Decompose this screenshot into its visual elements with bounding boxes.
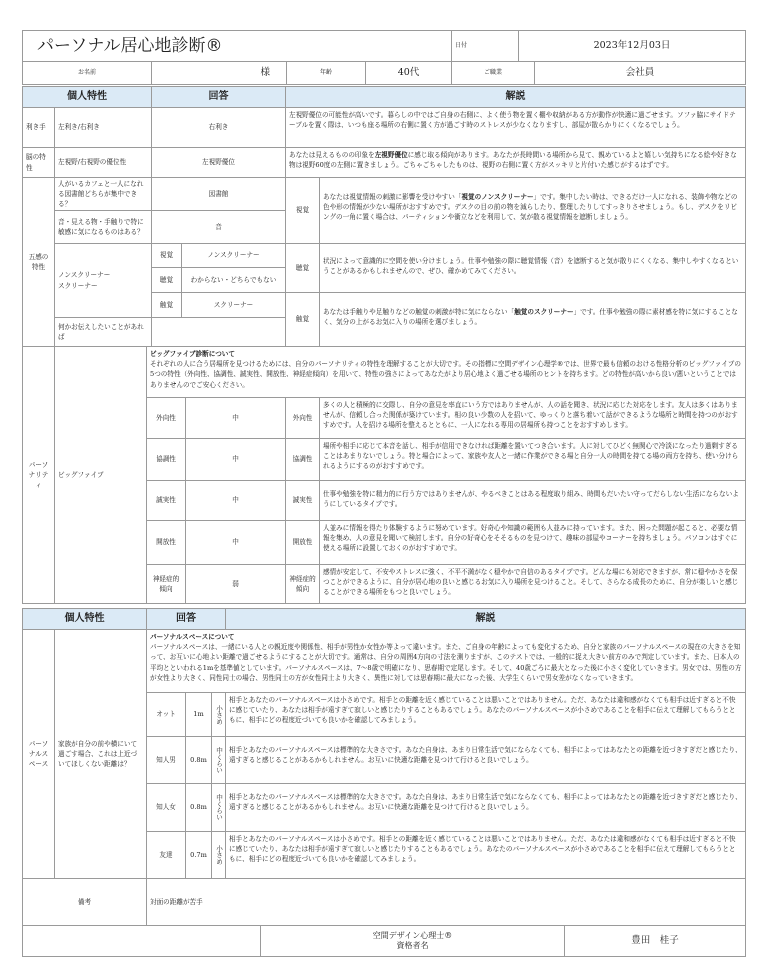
senses-a4 <box>151 317 286 347</box>
cert-line1: 空間デザイン心理士® <box>372 930 453 940</box>
heading-traits: 個人特性 <box>22 86 152 108</box>
ps-explain-3: 相手とあなたのパーソナルスペースは小さめです。相手との距離を近く感じていることは悪いことではありません。ただ、あなたは違和感がなくても相手は近すぎると不快に感じていたり、あなたは相手が遠すぎて寂しいと感じたりすることもあるでしょう。あなたのパーソナルスペースが小さめであることを相手に伝えて理解してもらうとともに、相手にどの程度近づいても良いかを確認してみましょう。 <box>225 831 746 879</box>
ps-size-1: 中くらい <box>211 736 226 784</box>
ps-dist-2: 0.8m <box>185 783 212 832</box>
trait-explain-conscientiousness: 仕事や勉強を特に精力的に行う方ではありませんが、やるべきことはある程度取り組み、時間もだいたい守ってだらしない生活にならないようにしているタイプです。 <box>319 480 746 521</box>
explain-sub-visual: 視覚 <box>285 177 320 244</box>
visual-highlight: 視覚のノンスクリーナー <box>461 193 534 201</box>
ps-who-2: 知人女 <box>146 783 186 832</box>
senses-a2: 音 <box>151 210 286 244</box>
heading-answer-2: 回答 <box>146 608 226 630</box>
ps-dist-1: 0.8m <box>185 736 212 784</box>
job-label: ご職業 <box>451 61 535 85</box>
trait-label-neuroticism: 神経症的傾向 <box>285 564 320 604</box>
footer-blank <box>22 925 261 957</box>
explain-hearing: 状況によって意識的に空間を使い分けましょう。仕事や勉強の際に聴覚情報（音）を遮断すると気が散りにくくなる、集中しやすくなるということがあるかもしれませんので、ぜひ、確かめてみてください。 <box>319 243 746 293</box>
explain-sub-touch: 触覚 <box>285 292 320 347</box>
age-value: 40代 <box>365 61 452 85</box>
personal-space-intro: パーソナルスペースについて パーソナルスペースは、一緒にいる人との親近度や関係性、相手が男性か女性か等よって違います。また、ご自身の年齢によっても変化するため、自分と家族のパーソナルスペースの現在の大きさを知って、お互いに心地よい距離で過ごせるようにすることが大切です。通常は、自分の周囲4方向の寸法を測りますが、このテストでは、一般的に捉え大きい前方のみで判定しています。また、日本人の平均とといわれる1mを基準値としています。パーソナルスペースは、7〜8歳で明確になり、思春期で定尾します。そして、40歳ごろに最大となった後に小さく変化していきます。男女では、男性の方が女性より大きく、同性同士の場合、男性同士の方が女性同士より大きく、異性に対しては思春期に最大になった後、大学生くらいで男女差がなくなっていきます。 <box>146 629 746 693</box>
trait-explain-extraversion: 多くの人と積極的に交際し、自分の意見を率直にいう方ではありませんが、人の話を聞き、状況に応じた対応をします。友人は多くはありませんが、信頼し合った関係が築けています。相の良い少数の人を招いて、ゆっくりと落ち着いて話ができるような場所と時間を持つのがおすすめです。人を招ける場所を整えるとともに、一人になれる専用の居場所も持つことをおすすめします。 <box>319 397 746 439</box>
notes-label: 備考 <box>22 878 147 926</box>
bigfive-intro: ビッグファイブ診断について それぞれの人に合う居場所を見つけるためには、自分のパーソナリティの特性を理解することが大切です。その指標に空間デザイン心理学®では、世界で最も信頼のおける性格分析のビッグファイブの5つの特性（外向性、協調性、誠実性、開放性、神経症傾向）を用いて、特性の強さによってあなたがより居心地よく過ごせる場所のヒントを持ちます。どの特性が高いから良い/悪いということではありませんのでご安心ください。 <box>146 346 746 398</box>
personal-space-label: パーソナルスペース <box>22 629 55 879</box>
personality-question: ビッグファイブ <box>54 346 147 604</box>
trait-value-neuroticism: 弱 <box>185 564 286 604</box>
heading-explain-2: 解説 <box>225 608 746 630</box>
trait-name-conscientiousness: 誠実性 <box>146 480 186 521</box>
touch-highlight: 触覚のスクリーナー <box>514 308 574 316</box>
certification <box>260 925 565 957</box>
handedness-label: 利き手 <box>22 107 55 148</box>
trait-explain-neuroticism: 感情が安定して、不安やストレスに強く、不平不満がなく穏やかで自信のあるタイプです。どんな場にも対応できますが、常に穏やかさを保つことができるように、自分が居心地の良いと感じるお気に入り場所を見つけること。そして、さらなる成長のために、自分が楽しいと感じることができる場所をもつと良いでしょう。 <box>319 564 746 604</box>
trait-value-extraversion: 中 <box>185 397 286 439</box>
brain-highlight: 左視野優位 <box>374 151 408 159</box>
heading-explain: 解説 <box>285 86 746 108</box>
sub-touch: 触覚 <box>151 292 182 318</box>
age-label: 年齢 <box>286 61 366 85</box>
cert-line2: 資格者名 <box>396 941 429 950</box>
heading-traits-2: 個人特性 <box>22 608 147 630</box>
ps-size-0: 小さめ <box>211 692 226 737</box>
ps-explain-2: 相手とあなたのパーソナルスペースは標準的な大きさです。あなた自身は、あまり日常生活で気にならなくても、相手によってはあなたとの距離を近づきすぎだと感じたり、遠すぎると感じることがあるかもしれません。お互いに快適な距離を見つけて行けると良いでしょう。 <box>225 783 746 832</box>
answer-visual: ノンスクリーナー <box>181 243 286 268</box>
trait-explain-openness: 人並みに情報を得たり体験するように努めています。好奇心や知識の範囲も人並みに持っています。また、困った問題が起こると、必要な情報を集め、人の意見を聞いて検討します。自分の好奇心をそそるものを見つけて、趣味の部屋やコーナーを持ちましょう。パソコンはすぐに使える場所に設置しておくのがおすすめです。 <box>319 520 746 565</box>
trait-label-openness: 開放性 <box>285 520 320 565</box>
senses-label: 五感の特性 <box>22 177 55 347</box>
personal-space-intro-title: パーソナルスペースについて <box>150 633 235 641</box>
notes-value: 対面の距離が苦手 <box>146 878 746 926</box>
page-title: パーソナル居心地診断® <box>22 30 452 62</box>
personal-space-question: 家族が自分の前や横にいて過ごす場合、これは上近づいてほしくない距離は？ <box>54 629 147 879</box>
explain-touch: あなたは手触りや足触りなどの触覚の刺激が特に気にならない「触覚のスクリーナー」です。仕事や勉強の際に素材感を特に気にすることなく、気分の上がるお気に入りの場所を選びましょう。 <box>319 292 746 347</box>
personality-label: パーソナリティ <box>22 346 55 604</box>
trait-explain-agreeableness: 場所や相手に応じて本音を話し、相手が信用できなければ距離を置いてつき合います。人に対してひどく無関心で冷淡になったり過剰すぎることはあまりないでしょう。特と場合によって、家族や友人と一緒に作業ができる場と自分一人の時間を持てる場の両方を持ち、使い分けられるようにするのがおすすめです。 <box>319 438 746 481</box>
explain-sub-hearing: 聴覚 <box>285 243 320 293</box>
senses-q2: 音・見える物・手触りで特に敏感に気になるものはある？ <box>54 210 152 244</box>
ps-explain-0: 相手とあなたのパーソナルスペースは小さめです。相手との距離を近く感じていることは悪いことではありません。ただ、あなたは違和感がなくても相手は近すぎると不快に感じていたり、あなたは相手が遠すぎて寂しいと感じたりすることもあるでしょう。あなたのパーソナルスペースが小さめであることを相手に伝えて理解してもらうとともに、相手にどの程度近づいても良いかを確認してみましょう。 <box>225 692 746 737</box>
trait-label-conscientiousness: 誠実性 <box>285 480 320 521</box>
brain-label: 脳の特性 <box>22 147 55 178</box>
ps-explain-1: 相手とあなたのパーソナルスペースは標準的な大きさです。あなた自身は、あまり日常生活で気にならなくても、相手によってはあなたとの距離を近づきすぎだと感じたり、遠すぎると感じることがあるかもしれません。お互いに快適な距離を見つけて行けると良いでしょう。 <box>225 736 746 784</box>
handedness-question: 左利き/右利き <box>54 107 152 148</box>
brain-answer: 左視野優位 <box>151 147 286 178</box>
explain-visual: あなたは視覚情報の刺激に影響を受けやすい「視覚のノンスクリーナー」です。集中したい時は、できるだけ一人になれる、装飾や物などの色や形の情報が少ない場所がおすすめです。デスクの目の前の物を減らしたり、整理したりしてすっきりさせましょう。もし、デスクをリビングの一角に置く場合は、パーティションや衝立などを利用して、気が散る視覚情報を遮断しましょう。 <box>319 177 746 244</box>
handedness-explain: 左視野優位の可能性が高いです。暮らしの中ではご自身の右側に、よく使う物を置く棚や収納がある方が動作が快適に過ごせます。ソファ脇にサイドテーブルを置く際は、いつも座る場所の右側に置く方が過ごす時のストレスが少なくなりますし、部屋が散らかりにくくなるでしょう。 <box>285 107 746 148</box>
name-value: 様 <box>151 61 287 85</box>
ps-who-0: オット <box>146 692 186 737</box>
brain-explain: あなたは見えるものの印象を左視野優位に感じ取る傾向があります。あなたが長時間いる場所から見て、親めているよと嬉しい気持ちになる絵や好きな物は視野60度の左側に置きましょう。ごちゃごちゃしたものは、視野の右側に置く方がスッキリと片付いた感じがするはずです。 <box>285 147 746 178</box>
trait-name-agreeableness: 協調性 <box>146 438 186 481</box>
sub-visual: 視覚 <box>151 243 182 268</box>
trait-value-openness: 中 <box>185 520 286 565</box>
job-value: 会社員 <box>534 61 746 85</box>
senses-a1: 図書館 <box>151 177 286 211</box>
trait-name-neuroticism: 神経症的傾向 <box>146 564 186 604</box>
ps-dist-0: 1m <box>185 692 212 737</box>
answer-hearing: わからない・どちらでもない <box>181 267 286 293</box>
ps-who-1: 知人男 <box>146 736 186 784</box>
bigfive-intro-title: ビッグファイブ診断について <box>150 350 235 358</box>
ps-size-3: 小さめ <box>211 831 226 879</box>
trait-value-agreeableness: 中 <box>185 438 286 481</box>
ps-who-3: 友達 <box>146 831 186 879</box>
trait-name-openness: 開放性 <box>146 520 186 565</box>
ps-size-2: 中くらい <box>211 783 226 832</box>
senses-q4: 何かお伝えしたいことがあれば <box>54 317 152 347</box>
trait-value-conscientiousness: 中 <box>185 480 286 521</box>
certified-person: 豊田 桂子 <box>564 925 746 957</box>
date-value: 2023年12月03日 <box>518 30 746 62</box>
senses-q1: 人がいるカフェと一人になれる図書館どちらが集中できる？ <box>54 177 152 211</box>
trait-label-agreeableness: 協調性 <box>285 438 320 481</box>
senses-q3: ノンスクリーナー スクリーナー <box>54 243 152 318</box>
trait-name-extraversion: 外向性 <box>146 397 186 439</box>
brain-question: 左視野/右視野の優位性 <box>54 147 152 178</box>
sub-hearing: 聴覚 <box>151 267 182 293</box>
answer-touch: スクリーナー <box>181 292 286 318</box>
trait-label-extraversion: 外向性 <box>285 397 320 439</box>
name-label: お名前 <box>22 61 152 85</box>
ps-dist-3: 0.7m <box>185 831 212 879</box>
heading-answer: 回答 <box>151 86 286 108</box>
date-label: 日付 <box>451 30 519 62</box>
handedness-answer: 右利き <box>151 107 286 148</box>
